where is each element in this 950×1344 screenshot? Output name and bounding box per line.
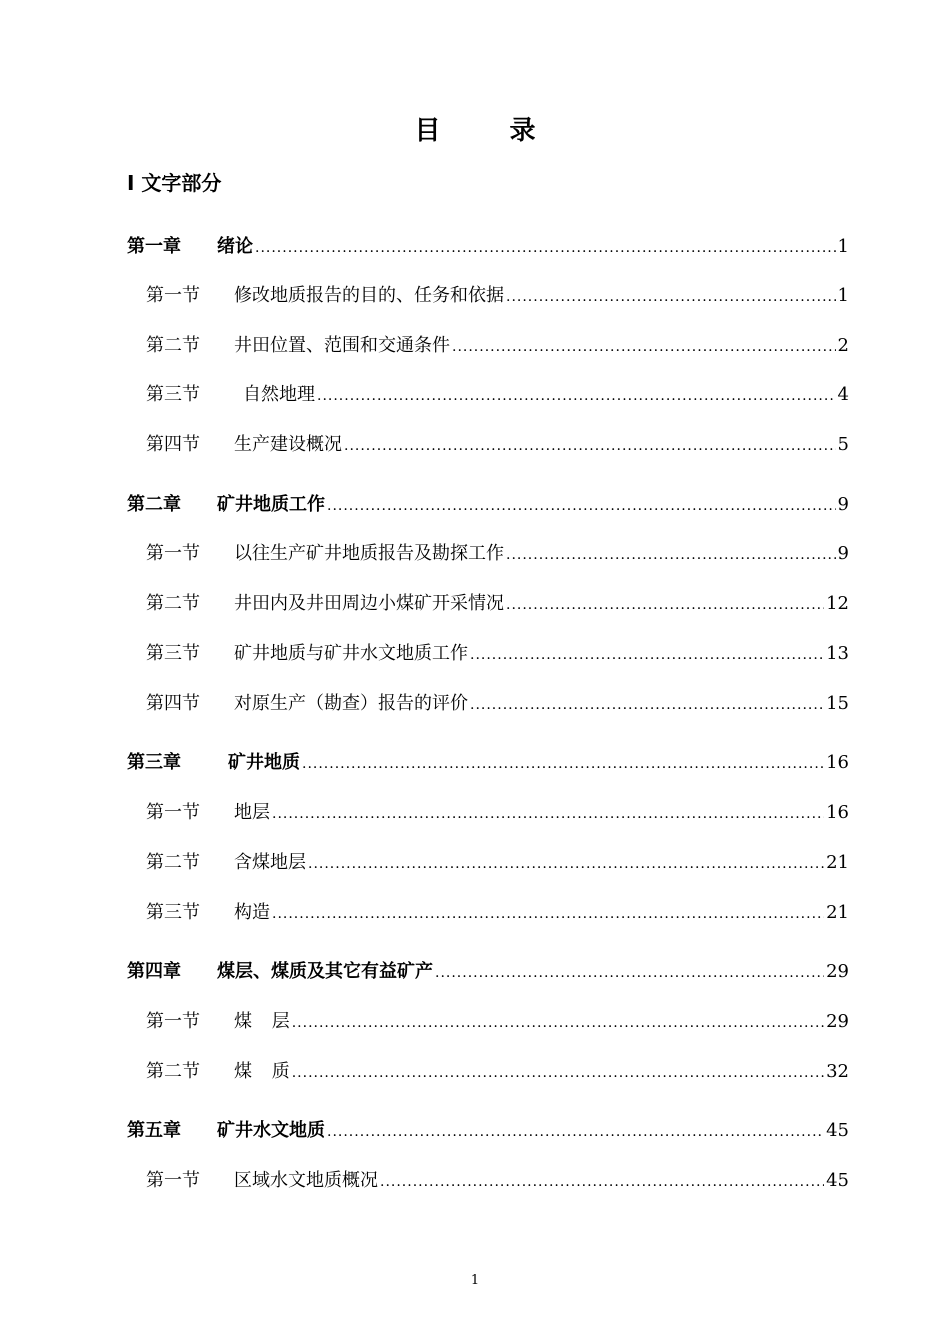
toc-page-number: 16 [826, 802, 849, 823]
toc-number: 第五章 [127, 1120, 181, 1141]
toc-page-number: 5 [837, 434, 849, 455]
toc-page-number: 21 [826, 852, 849, 873]
toc-number: 第二节 [146, 1061, 200, 1082]
toc-chapter-4[interactable] [127, 958, 849, 986]
toc-title: 修改地质报告的目的、任务和依据 [234, 285, 504, 306]
toc-title: 地层 [234, 802, 270, 823]
toc-title: 井田位置、范围和交通条件 [234, 335, 450, 356]
toc-section-2-3[interactable] [146, 640, 849, 668]
toc-number: 第二节 [146, 335, 200, 356]
toc-title: 以往生产矿井地质报告及勘探工作 [234, 543, 504, 564]
toc-section-1-3[interactable] [146, 381, 849, 409]
toc-number: 第一节 [146, 285, 200, 306]
toc-chapter-3[interactable] [127, 749, 849, 777]
toc-number: 第三节 [146, 902, 200, 923]
toc-page-number: 15 [826, 693, 849, 714]
toc-title: 绪论 [217, 236, 253, 257]
toc-title: 对原生产（勘查）报告的评价 [234, 693, 468, 714]
toc-page-number: 32 [826, 1061, 849, 1082]
toc-page-number: 2 [837, 335, 849, 356]
toc-title: 矿井水文地质 [217, 1120, 325, 1141]
toc-page-number: 1 [837, 285, 849, 306]
toc-number: 第四节 [146, 434, 200, 455]
toc-title: 矿井地质工作 [217, 494, 325, 515]
toc-leader-dots [344, 432, 836, 460]
toc-page-number: 45 [826, 1120, 849, 1141]
toc-leader-dots [308, 850, 824, 878]
toc-title: 矿井地质 [228, 752, 300, 773]
toc-leader-dots [272, 800, 824, 828]
toc-page-number: 29 [826, 1011, 849, 1032]
toc-leader-dots [292, 1059, 824, 1087]
toc-page-number: 12 [826, 593, 849, 614]
toc-leader-dots [506, 591, 824, 619]
toc-section-3-3[interactable] [146, 899, 849, 927]
toc-leader-dots [470, 641, 824, 669]
toc-leader-dots [317, 382, 836, 410]
toc-leader-dots [452, 333, 836, 361]
toc-title: 自然地理 [243, 384, 315, 405]
toc-chapter-2[interactable] [127, 491, 849, 519]
toc-section-1-2[interactable] [146, 332, 849, 360]
toc-section-4-2[interactable] [146, 1058, 849, 1086]
toc-leader-dots [506, 283, 836, 311]
part-heading: I 文字部分 [127, 171, 222, 195]
toc-leader-dots [302, 750, 824, 778]
toc-page-number: 29 [826, 961, 849, 982]
toc-number: 第一节 [146, 802, 200, 823]
toc-title: 构造 [234, 902, 270, 923]
page-footer-number: 1 [470, 1273, 480, 1288]
toc-title: 含煤地层 [234, 852, 306, 873]
toc-section-1-1[interactable] [146, 282, 849, 310]
toc-section-2-4[interactable] [146, 690, 849, 718]
toc-section-3-1[interactable] [146, 799, 849, 827]
toc-page-number: 21 [826, 902, 849, 923]
toc-section-4-1[interactable] [146, 1008, 849, 1036]
toc-number: 第三节 [146, 384, 200, 405]
toc-title: 矿井地质与矿井水文地质工作 [234, 643, 468, 664]
toc-title: 生产建设概况 [234, 434, 342, 455]
toc-leader-dots [435, 959, 824, 987]
toc-number: 第一章 [127, 236, 181, 257]
toc-number: 第二节 [146, 593, 200, 614]
page-title: 目 录 [414, 116, 566, 146]
toc-chapter-1[interactable] [127, 233, 849, 261]
toc-section-5-1[interactable] [146, 1167, 849, 1195]
toc-page-number: 9 [837, 494, 849, 515]
toc-page-number: 1 [837, 236, 849, 257]
toc-chapter-5[interactable] [127, 1117, 849, 1145]
toc-number: 第三章 [127, 752, 181, 773]
toc-page-number: 16 [826, 752, 849, 773]
toc-page-number: 4 [837, 384, 849, 405]
toc-title: 煤 层 [234, 1011, 290, 1032]
toc-leader-dots [327, 492, 836, 520]
toc-title: 煤层、煤质及其它有益矿产 [217, 961, 433, 982]
toc-leader-dots [272, 900, 824, 928]
toc-number: 第四章 [127, 961, 181, 982]
toc-number: 第一节 [146, 543, 200, 564]
toc-number: 第三节 [146, 643, 200, 664]
toc-page-number: 13 [826, 643, 849, 664]
toc-leader-dots [380, 1168, 824, 1196]
toc-leader-dots [506, 541, 836, 569]
toc-number: 第一节 [146, 1170, 200, 1191]
toc-number: 第二章 [127, 494, 181, 515]
toc-page-number: 9 [837, 543, 849, 564]
toc-number: 第一节 [146, 1011, 200, 1032]
toc-number: 第二节 [146, 852, 200, 873]
toc-leader-dots [327, 1118, 824, 1146]
toc-section-2-1[interactable] [146, 540, 849, 568]
toc-leader-dots [255, 234, 836, 262]
toc-leader-dots [470, 691, 824, 719]
toc-section-2-2[interactable] [146, 590, 849, 618]
toc-section-1-4[interactable] [146, 431, 849, 459]
toc-section-3-2[interactable] [146, 849, 849, 877]
toc-title: 煤 质 [234, 1061, 290, 1082]
toc-page-number: 45 [826, 1170, 849, 1191]
toc-title: 区域水文地质概况 [234, 1170, 378, 1191]
toc-number: 第四节 [146, 693, 200, 714]
toc-title: 井田内及井田周边小煤矿开采情况 [234, 593, 504, 614]
toc-leader-dots [292, 1009, 824, 1037]
